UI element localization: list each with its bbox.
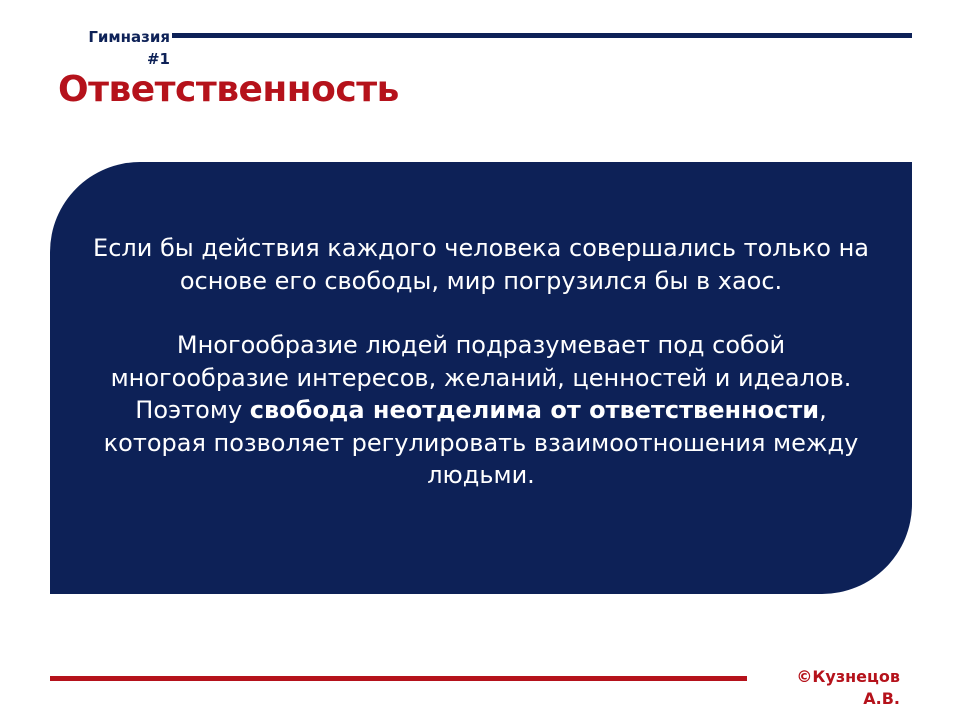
school-name-line2: #1: [146, 50, 170, 68]
paragraph-1: Если бы действия каждого человека совершались только на основе его свободы, мир погрузился бы в хаос.: [93, 234, 869, 295]
author-line2: А.В.: [863, 689, 900, 708]
paragraph-2: [90, 329, 872, 492]
slide-title: Ответственность: [58, 69, 399, 110]
paragraph-2-end: , которая позволяет регулировать взаимоотношения между людьми.: [103, 396, 859, 489]
paragraph-2-start: Многообразие людей подразумевает под собой многообразие интересов, желаний, ценностей и идеалов. Поэтому: [110, 331, 852, 424]
content-panel: [50, 162, 912, 594]
author-credit: [760, 666, 900, 710]
top-divider: [172, 33, 912, 38]
bottom-divider: [50, 676, 747, 681]
panel-text: [90, 232, 872, 492]
paragraph-2-emphasis: свобода неотделима от ответственности: [249, 396, 820, 424]
author-line1: ©Кузнецов: [796, 667, 900, 686]
school-name: [50, 26, 170, 70]
school-name-line1: Гимназия: [88, 28, 170, 46]
